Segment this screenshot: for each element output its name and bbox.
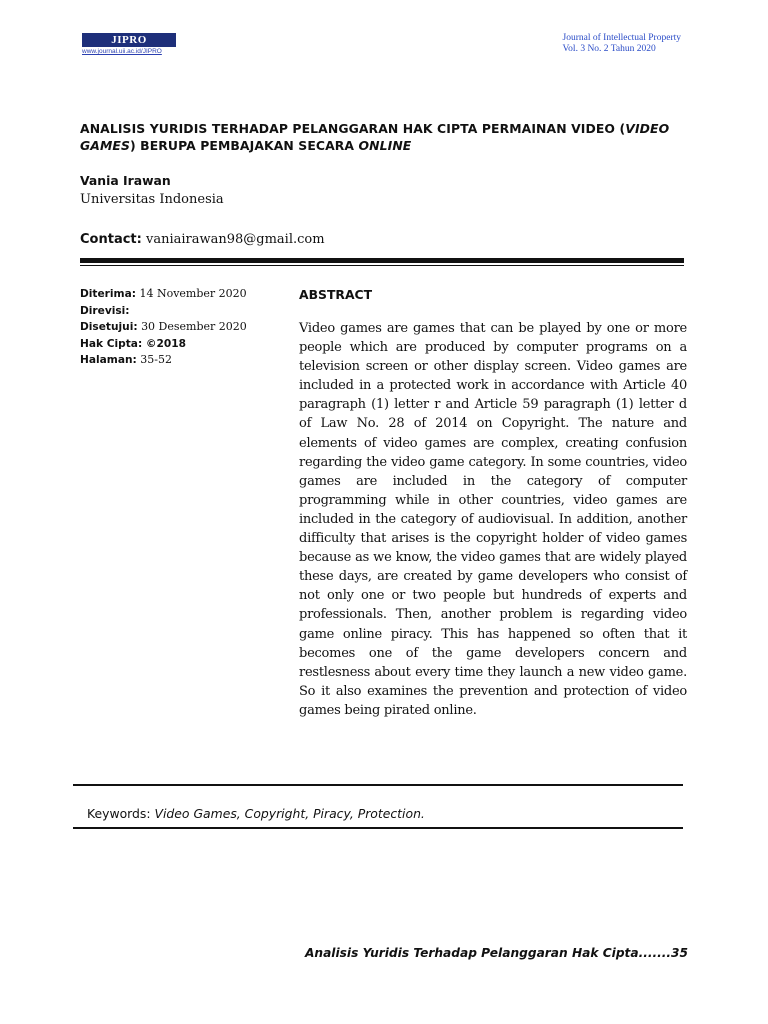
article-meta bbox=[80, 286, 247, 369]
logo-text: JIPRO bbox=[82, 33, 176, 47]
author-name: Vania Irawan bbox=[80, 173, 171, 188]
pages-label: Halaman: bbox=[80, 354, 137, 366]
received-value: 14 November 2020 bbox=[139, 287, 247, 300]
page-number: 35 bbox=[671, 946, 688, 960]
author-affiliation: Universitas Indonesia bbox=[80, 192, 224, 207]
accepted-value: 30 Desember 2020 bbox=[141, 320, 247, 333]
journal-volume: Vol. 3 No. 2 Tahun 2020 bbox=[562, 44, 656, 54]
page-footer bbox=[305, 946, 688, 960]
contact-email[interactable]: vaniairawan98@gmail.com bbox=[145, 232, 325, 247]
accepted-label: Disetujui: bbox=[80, 321, 138, 333]
title-part-2: ) BERUPA PEMBAJAKAN SECARA bbox=[129, 138, 359, 153]
received-label: Diterima: bbox=[80, 288, 136, 300]
meta-pages bbox=[80, 352, 247, 369]
copyright-label: Hak Cipta: ©2018 bbox=[80, 337, 186, 350]
title-part-1: ANALISIS YURIDIS TERHADAP PELANGGARAN HAK CIPTA PERMAINAN VIDEO ( bbox=[80, 121, 626, 136]
title-italic-1: VIDEO GAMES bbox=[80, 121, 670, 153]
contact-line bbox=[80, 232, 325, 247]
abstract-heading: ABSTRACT bbox=[299, 287, 373, 302]
journal-url-link[interactable]: www.journal.uii.ac.id/JIPRO bbox=[82, 48, 162, 55]
keywords-value: Video Games, Copyright, Piracy, Protection. bbox=[154, 806, 425, 821]
meta-copyright bbox=[80, 336, 247, 353]
keywords-line bbox=[87, 806, 425, 821]
meta-received bbox=[80, 286, 247, 303]
journal-info bbox=[563, 33, 681, 55]
contact-label: Contact: bbox=[80, 232, 142, 247]
title-italic-2: ONLINE bbox=[358, 138, 412, 153]
header-rule-thick bbox=[80, 258, 684, 263]
meta-accepted bbox=[80, 319, 247, 336]
journal-name: Journal of Intellectual Property bbox=[562, 33, 681, 43]
meta-revised bbox=[80, 303, 247, 320]
revised-label: Direvisi: bbox=[80, 304, 130, 317]
header-rule-thin bbox=[80, 265, 684, 266]
abstract-text: Video games are games that can be played by one or more people which are produced by computer programs on a television screen or other display screen. Video games are included in a protected work in accordance with Article 40 paragraph (1) letter r and Article 59 paragraph (1) letter d of Law No. 28 of 2014 on Copyright. The nature and elements of video games are complex, creating confusion regarding the video game category. In some countries, video games are included in the category of computer programming while in other countries, video games are included in the category of audiovisual. In addition, another difficulty that arises is the copyright holder of video games because as we know, the video games that are widely played these days, are created by game developers who consist of not only one or two people but hundreds of experts and professionals. Then, another problem is regarding video game online piracy. This has happened so often that it becomes one of the game developers concern and restlesness about every time they launch a new video game. So it also examines the prevention and protection of video games being pirated online. bbox=[299, 321, 687, 718]
keywords-label: Keywords: bbox=[87, 806, 151, 821]
running-title: Analisis Yuridis Terhadap Pelanggaran Hak Cipta....... bbox=[304, 946, 672, 960]
journal-logo bbox=[82, 33, 176, 55]
article-title bbox=[80, 120, 690, 154]
pages-value: 35-52 bbox=[140, 353, 172, 366]
keywords-rule-bottom bbox=[73, 827, 683, 829]
keywords-rule-top bbox=[73, 784, 683, 786]
